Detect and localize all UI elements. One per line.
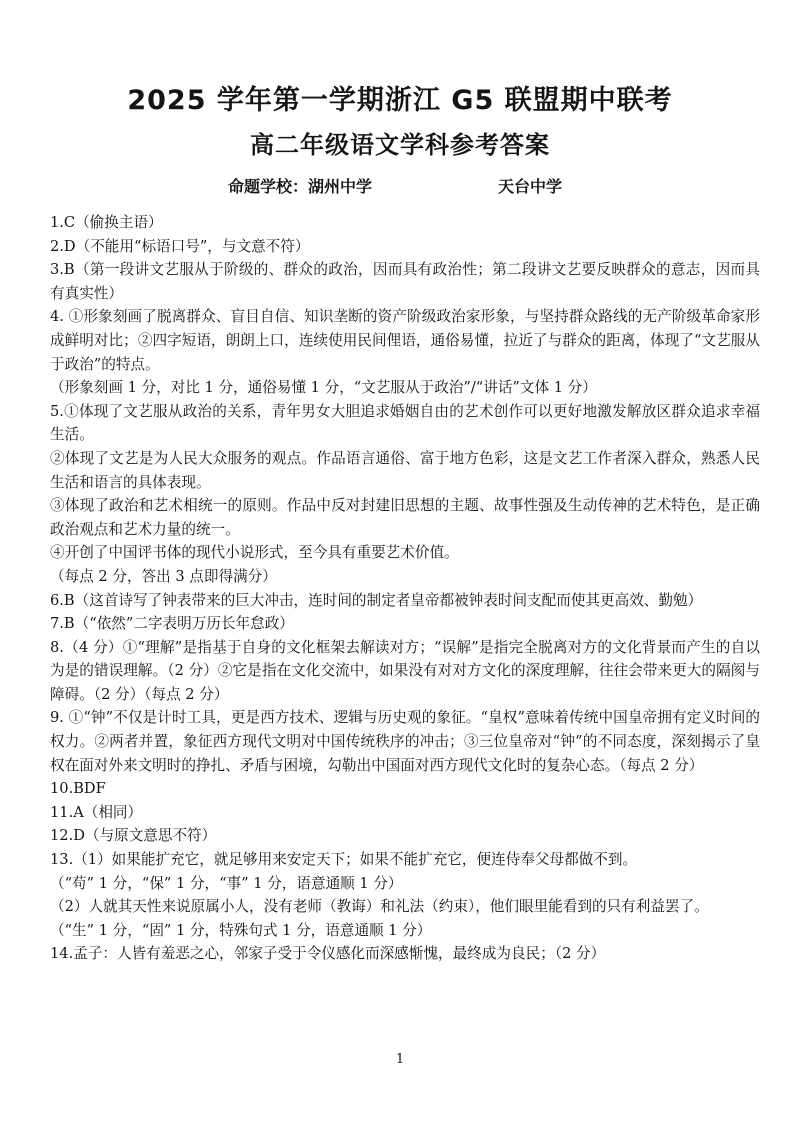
answer-line: （形象刻画 1 分，对比 1 分，通俗易懂 1 分，“文艺服从于政治”/“讲话”文体 1 分） [50, 379, 597, 397]
answer-line: 4. ①形象刻画了脱离群众、盲目自信、知识垄断的资产阶级政治家形象，与坚持群众路线的无产阶级革命家形成鲜明对比；②四字短语，朗朗上口，连续使用民间俚语，通俗易懂，拉近了与群众的距离，体现了“文艺服从于政治”的特点。 [50, 308, 760, 373]
answer-line: 2.D（不能用“标语口号”，与文意不符） [50, 237, 310, 255]
answer-line: 6.B（这首诗写了钟表带来的巨大冲击，连时间的制定者皇帝都被钟表时间支配而使其更高效、勤勉） [50, 591, 703, 609]
answer-line: 5.①体现了文艺服从政治的关系，青年男女大胆追求婚姻自由的艺术创作可以更好地激发解放区群众追求幸福生活。 [50, 402, 760, 444]
answer-line: 12.D（与原文意思不符） [50, 827, 217, 845]
answer-line: 7.B（“依然”二字表明万历长年怠政） [50, 615, 294, 633]
answer-line: （“生” 1 分，“固” 1 分，特殊句式 1 分，语意通顺 1 分） [50, 921, 432, 939]
answer-line: （2）人就其天性来说原属小人，没有老师（教诲）和礼法（约束），他们眼里能看到的只有利益罢了。 [50, 898, 709, 916]
answer-line: 8.（4 分）①“理解”是指基于自身的文化框架去解读对方；“误解”是指完全脱离对方的文化背景而产生的自以为是的错误理解。（2 分）②它是指在文化交流中，如果没有对对方文化的深度理解，往往会带来更大的隔阂与障碍。（2 分）（每点 2 分） [50, 638, 760, 703]
answer-line: ②体现了文艺是为人民大众服务的观点。作品语言通俗、富于地方色彩，这是文艺工作者深入群众，熟悉人民生活和语言的具体表现。 [50, 449, 760, 491]
answer-line: （“苟” 1 分，“保” 1 分，“事” 1 分，语意通顺 1 分） [50, 874, 403, 892]
school-primary: 命题学校：湖州中学 [228, 177, 373, 196]
answer-line: 11.A（相同） [50, 803, 143, 821]
school-secondary: 天台中学 [498, 177, 563, 196]
answer-line: ④开创了中国评书体的现代小说形式，至今具有重要艺术价值。 [50, 544, 459, 562]
answer-line: 13.（1）如果能扩充它，就足够用来安定天下；如果不能扩充它，便连侍奉父母都做不到。 [50, 851, 638, 869]
answer-line: 10.BDF [50, 780, 106, 798]
page-number: 1 [395, 1052, 405, 1067]
answer-body [50, 211, 760, 966]
answer-line: 3.B（第一段讲文艺服从于阶级的、群众的政治，因而具有政治性；第二段讲文艺要反映群众的意志，因而具有真实性） [50, 261, 760, 302]
page-subtitle: 高二年级语文学科参考答案 [250, 131, 550, 159]
answer-line: 1.C（偷换主语） [50, 214, 163, 231]
page-title: 2025 学年第一学期浙江 G5 联盟期中联考 [127, 85, 673, 116]
answer-line: （每点 2 分，答出 3 点即得满分） [50, 567, 277, 585]
answer-line: ③体现了政治和艺术相统一的原则。作品中反对封建旧思想的主题、故事性强及生动传神的艺术特色，是正确政治观点和艺术力量的统一。 [50, 497, 760, 538]
answer-line: 9. ①“钟”不仅是计时工具，更是西方技术、逻辑与历史观的象征。“皇权”意味着传统中国皇帝拥有定义时间的权力。②两者并置，象征西方现代文明对中国传统秩序的冲击；③三位皇帝对“钟”的不同态度，深刻揭示了皇权在面对外来文明时的挣扎、矛盾与困境，勾勒出中国面对西方现代文化时的复杂心态。（每点 2 分） [50, 709, 760, 774]
answer-line: 14.孟子：人皆有羞恶之心，邻家子受于令仪感化而深感惭愧，最终成为良民；（2 分） [50, 945, 606, 963]
